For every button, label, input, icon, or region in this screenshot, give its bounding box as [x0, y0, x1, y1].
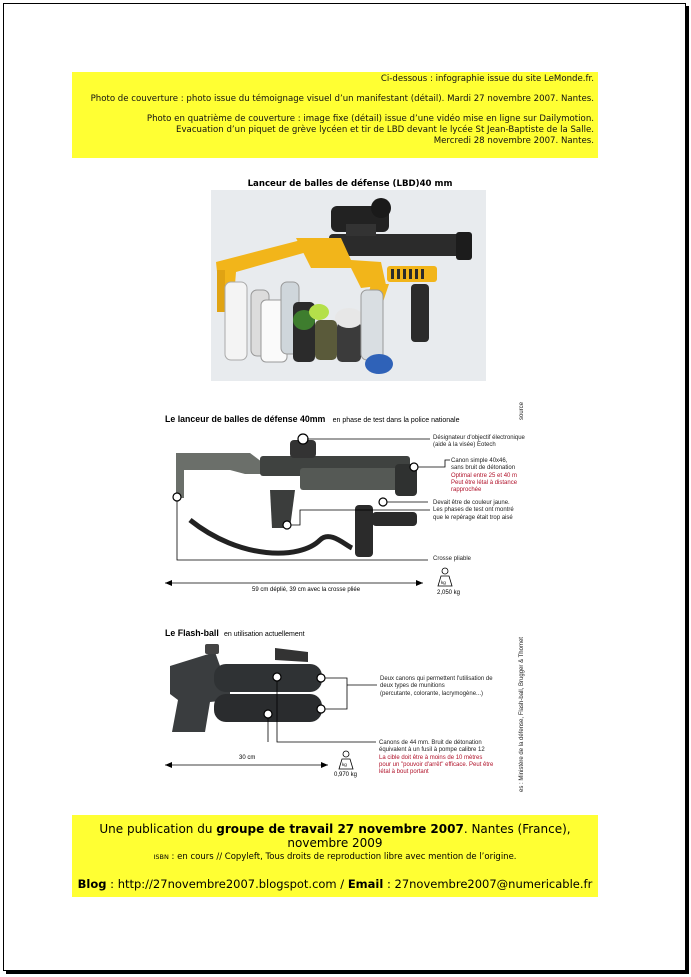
flashball-note-barrels-c: (percutante, colorante, lacrymogène...)	[380, 690, 484, 697]
email-label: Email	[347, 877, 384, 891]
header-line-1: Ci-dessous : infographie issue du site LeMonde.fr.	[380, 74, 594, 84]
photo-title: Lanceur de balles de défense (LBD)40 mm	[247, 179, 453, 189]
lbd-note-color-c: que le repérage était trop aisé	[433, 514, 513, 521]
lbd-note-barrel-e: rapprochée	[451, 487, 482, 494]
lbd-note-sight-b: (aide à la visée) Eotech	[433, 442, 496, 449]
lbd-note-barrel-a: Canon simple 40x46,	[451, 458, 508, 464]
publication-a: Une publication du	[99, 822, 217, 836]
lbd-note-color-b: Les phases de test ont montré	[433, 507, 514, 514]
isbn-line	[72, 852, 598, 862]
lbd-note-color-a: Devait être de couleur jaune.	[433, 500, 510, 506]
lbd-note-barrel-b: sans bruit de détonation	[451, 465, 516, 472]
flashball-length: 30 cm	[239, 755, 256, 761]
header-line-2: Photo de couverture : photo issue du témoignage visuel d’un manifestant (détail). Mardi 27 novembre 2007. Nantes.	[90, 94, 594, 104]
flashball-note-caliber-b: équivalent à un fusil à pompe calibre 12	[379, 747, 485, 754]
flashball-note-barrels-a: Deux canons qui permettent l'utilisation de	[380, 676, 493, 682]
lbd-weight: 2,050 kg	[437, 590, 461, 596]
lbd-note-sight-a: Désignateur d'objectif électronique	[433, 435, 525, 441]
flashball-note-caliber-a: Canons de 44 mm. Bruit de détonation	[379, 740, 482, 746]
flashball-note-caliber	[379, 740, 493, 776]
contact-line	[72, 877, 598, 891]
isbn-label: ISBN	[153, 853, 169, 861]
lbd-title: Le lanceur de balles de défense 40mm	[165, 414, 326, 424]
blog-label: Blog	[77, 877, 107, 891]
lbd-subtitle: en phase de test dans la police nationale	[332, 417, 460, 424]
email-value[interactable]: : 27novembre2007@numericable.fr	[383, 877, 593, 891]
flashball-note-barrels-b: deux types de munitions	[380, 683, 445, 690]
flashball-note-caliber-d: pour un "pouvoir d'arrêt" efficace. Peut être	[379, 761, 494, 768]
lbd-note-barrel-c: Optimal entre 25 et 40 m	[451, 472, 518, 479]
lbd-note-stock: Crosse pliable	[433, 556, 472, 562]
header-line-3: Photo en quatrième de couverture : image fixe (détail) issue d’une vidéo mise en ligne sur Dailymotion.	[146, 114, 594, 124]
flashball-note-caliber-e: létal à bout portant	[379, 769, 429, 776]
publication-c: . Nantes (France), novembre 2009	[287, 822, 571, 850]
lbd-weight-icon-label: kg	[441, 580, 446, 585]
flashball-weight: 0,970 kg	[334, 772, 358, 778]
lbd-length: 59 cm déplié, 39 cm avec la crosse pliée	[252, 587, 361, 593]
footer-box	[72, 815, 598, 897]
publication-group: groupe de travail 27 novembre 2007	[216, 822, 464, 836]
blog-url[interactable]: : http://27novembre2007.blogspot.com /	[106, 877, 348, 891]
flashball-title: Le Flash-ball	[165, 628, 219, 638]
flashball-side-label: es : Ministère de la défense, Flash-ball, Brugger & Thomet	[519, 637, 525, 792]
isbn-text: : en cours // Copyleft, Tous droits de reproduction libre avec mention de l’origine.	[168, 852, 517, 862]
header-line-4: Evacuation d’un piquet de grève lycéen et tir de LBD devant le lycée St Jean-Baptiste de la Salle.	[176, 125, 594, 135]
lbd-note-barrel-d: Peut être létal à distance	[451, 479, 518, 486]
flashball-note-caliber-c: La cible doit être à moins de 10 mètres	[379, 754, 483, 761]
flashball-note-barrels	[380, 676, 493, 698]
flashball-subtitle: en utilisation actuellement	[224, 631, 305, 638]
flashball-weight-icon-label: kg	[342, 762, 347, 767]
lbd-side-label: source	[519, 401, 525, 420]
publication-line	[72, 822, 598, 850]
header-line-5: Mercredi 28 novembre 2007. Nantes.	[433, 136, 594, 146]
